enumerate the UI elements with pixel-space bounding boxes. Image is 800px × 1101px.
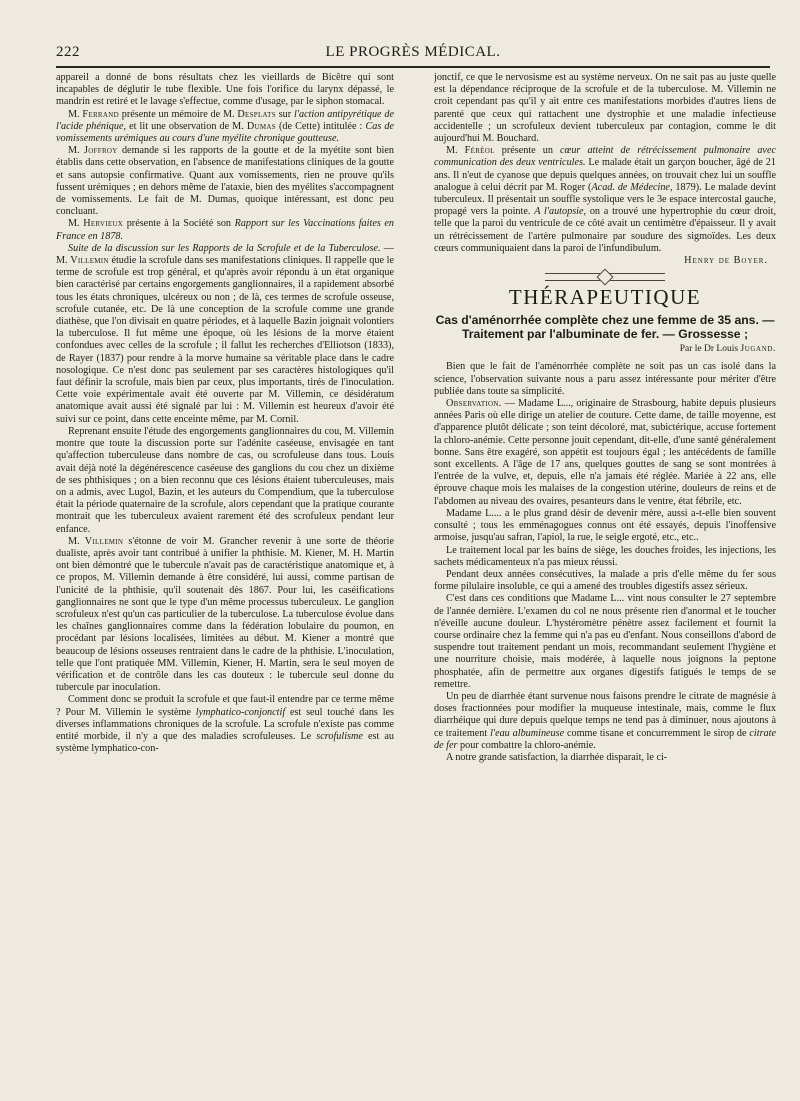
text-run: comme tisane et concurremment le sirop de xyxy=(564,727,750,739)
right-top-paragraphs xyxy=(434,72,776,255)
text-run: Bien que le fait de l'aménorrhée complète ne soit pas un cas isolé dans la science, l'observation suivante nous a paru assez intéressante pour mériter d'être publiée dans toute sa simplicité. xyxy=(434,361,776,397)
right-top-paragraph xyxy=(434,145,776,255)
text-run: M. xyxy=(68,535,85,547)
text-run: Villemin xyxy=(84,535,124,547)
text-run: Observation. xyxy=(446,398,502,410)
text-run: , et lit une observation de M. xyxy=(123,120,247,132)
right-bottom-paragraphs xyxy=(434,361,776,764)
text-run: présente un mémoire de M. xyxy=(118,108,238,120)
text-run: pour combattre la chloro-anémie. xyxy=(457,739,596,751)
text-run: Un peu de diarrhée étant survenue nous faisons prendre le citrate de magnésie à doses fractionnées pour modifier la muqueuse intestinale, mais, comme le flux diarrhéique qui dure depuis quelque temps ne tend pas à diminuer, nous ajoutons à ce traitement xyxy=(434,690,776,739)
text-run: cœur atteint de rétrécissement pulmonaire avec communication des deux ventricules. xyxy=(434,145,776,169)
text-run: Reprenant ensuite l'étude des engorgements ganglionnaires du cou, M. Villemin montre que toute la discussion porte sur l'adénite caséeuse, envisagée en tant qu'affection tuberculeuse dans nombre de cas, ou scrofuleuse dans tous. Louis avait déjà noté la dégénérescence caséeuse des ganglions du cou chez un dixième de ses phthisiques ; on a bien reconnu que ces lésions étaient tuberculeuses, mais on a admis, avec Lugol, Bazin, et les auteurs du Compendium, que la tuberculose était la période quaternaire de la scrofule, alors cependant que la pratique courante montrait que les tuberculeux avaient rarement été des scrofuleux pendant leur enfance. xyxy=(56,425,394,535)
text-run: l'action antipyrétique de l'acide phénique xyxy=(56,108,394,132)
text-run: M. xyxy=(68,108,83,120)
right-bottom-paragraph xyxy=(434,361,776,398)
text-run: Villemin xyxy=(70,255,109,267)
page-number: 222 xyxy=(56,44,80,60)
text-run: s'étonne de voir M. Grancher revenir à une sorte de théorie dualiste, après avoir tant contribué à unifier la phthisie. M. Kiener, M. H. Martin ont bien démontré que le tubercule n'avait pas de caractéristique anatomique et, à ce propos, M. Villemin demande à être considéré, lui aussi, comme partisan de l'unicité de la phthisie, qu'il soutenait dès 1867. Pour lui, les caséifications ganglionnaires ne sont que le type d'un même processus tuberculeux. Le ganglion scrofuleux n'est qu'un cas particulier de la tuberculose. La tuberculose évolue dans les chaînes ganglionnaires comme dans la fédération lobulaire du poumon, en procédant par lésions localisées, limitées au début. M. Kiener a montré que beaucoup de lésions osseuses rentraient dans le cadre de la phthisie. L'inoculation, telle que l'ont pratiquée MM. Villemin, Kiener, H. Martin, sera le seul moyen de vérification et de contrôle dans les cas douteux : le tubercule seul donne du tubercule par inoculation. xyxy=(56,535,394,694)
text-run: Dumas xyxy=(246,120,276,132)
article-title: Cas d'aménorrhée complète chez une femme de 35 ans. — Traitement par l'albuminate de fer. — Grossesse ; xyxy=(435,313,775,342)
header-rule xyxy=(56,66,770,68)
text-run: jonctif, ce que le nervosisme est au système nerveux. On ne sait pas au juste quelle est la dépendance réciproque de la scrofule et de la tuberculose. M. Villemin ne croit cependant pas qu'il y ait entre ces manifestations morbides d'autres liens de parenté que ceux qui rattachent une dystrophie et une maladie infectieuse accidentelle ; un scrofuleux devient tuberculeux par contagion, comme le dit aujourd'hui M. Bouchard. xyxy=(434,72,776,145)
left-paragraph xyxy=(56,243,394,426)
text-run: A notre grande satisfaction, la diarrhée disparait, le ci- xyxy=(446,751,668,763)
text-run: Suite de la discussion sur les Rapports de la Scrofule et de la Tuberculose. xyxy=(68,242,381,254)
text-run: appareil a donné de bons résultats chez les vieillards de Bicêtre qui sont incapables de déglutir le tube flexible. Une fois l'orifice du larynx dépassé, le mandrin est retiré et le lavage s'effectue, comme d'usage, par le siphon stomacal. xyxy=(56,72,394,108)
text-run: M. xyxy=(68,145,84,157)
text-run: l'eau albumineuse xyxy=(490,727,565,739)
text-run: A l'autopsie xyxy=(534,206,584,218)
text-run: Le malade était un garçon boucher, âgé de 21 ans. Il n'eut de cyanose que depuis quelques années, on trouvait chez lui un souffle analogue à celui décrit par M. Roger ( xyxy=(434,157,776,193)
section-title: THÉRAPEUTIQUE xyxy=(508,285,702,310)
section-ornament xyxy=(545,273,665,281)
right-bottom-paragraph xyxy=(434,569,776,593)
text-run: Cas de vomissements urémiques au cours d'une myélite chronique goutteuse. xyxy=(56,120,394,145)
text-run: M. xyxy=(446,145,465,157)
right-bottom-paragraph xyxy=(434,398,776,508)
text-run: Madame L.... a le plus grand désir de devenir mère, aussi a-t-elle bien souvent consulté ; tous les emménagogues connus ont été essayés, depuis l'inoffensive armoise, jusqu'au safran, l'apiol, la rue, le seigle ergoté, etc., etc.. xyxy=(434,507,776,544)
journal-title: LE PROGRÈS MÉDICAL. xyxy=(325,44,501,60)
page-header xyxy=(56,44,770,64)
text-run: — Madame L..., originaire de Strasbourg, habite depuis plusieurs années Paris où elle dirige un atelier de couture. Cette dame, de taille moyenne, est d'apparence plutôt délicate ; son teint décoloré, mat, subictérique, accuse fortement la chloro-anémie. Cette personne jouit cependant, dit-elle, d'une santé généralement bonne. Sans être exagéré, son appétit est toujours égal ; les antécédents de famille sont excellents. A l'âge de 17 ans, quelques gouttes de sang se sont montrées à l'entrée de la vulve, et, depuis, elle n'a jamais été réglée. Mariée à 22 ans, elle éprouve chaque mois les malaises de la congestion utérine, douleurs de reins et de l'abdomen au niveau des ovaires, pesanteurs dans le ventre, état fébrile, etc. xyxy=(434,398,776,507)
right-bottom-paragraph xyxy=(434,691,776,752)
left-paragraph xyxy=(56,536,394,695)
text-run: , 1879). Le malade devint tuberculeux. Il présentait un souffle systolique vers le 3e espace intercostal gauche, propagé vers la pointe. xyxy=(434,181,776,218)
left-paragraph xyxy=(56,72,394,109)
text-run: est au système lymphatico-con- xyxy=(56,730,394,755)
left-paragraph xyxy=(56,694,394,755)
left-paragraphs xyxy=(56,72,394,755)
text-run: Comment donc se produit la scrofule et que faut-il entendre par ce terme même ? Pour M. Villemin le système xyxy=(56,694,394,718)
left-paragraph xyxy=(56,145,394,218)
left-paragraph xyxy=(56,109,394,146)
left-paragraph xyxy=(56,218,394,242)
text-run: demande si les rapports de la goutte et de la myétite sont bien établis dans cette observation, en l'absence de manifestations cliniques de la goutte et sans autopsie confirmative. Quant aux vomissements, rien ne prouve qu'ils fussent urémiques ; en dehors même de l'ataxie, bien des myélites s'accompagnent de vomissements. Le fait de M. Dumas, quoique intéressant, est donc peu concluant. xyxy=(56,145,394,218)
text-run: Acad. de Médecine xyxy=(591,181,670,193)
byline-author: Jugand. xyxy=(740,344,776,355)
right-bottom-paragraph xyxy=(434,593,776,691)
byline xyxy=(434,343,776,355)
byline-prefix: Par le Dr Louis xyxy=(679,344,739,355)
text-run: Pendant deux années consécutives, la malade a pris d'elle même du fer sous forme pilulaire insoluble, ce qui a amené des troubles digestifs assez sérieux. xyxy=(434,568,776,593)
left-column xyxy=(56,72,394,1092)
text-run: présente à la Société son xyxy=(123,218,235,230)
text-run: Rapport sur les Vaccinations faites en France en 1878. xyxy=(56,218,394,242)
right-top-paragraph xyxy=(434,72,776,145)
right-bottom-paragraph xyxy=(434,545,776,569)
right-column xyxy=(434,72,776,1092)
text-run: C'est dans ces conditions que Madame L... vint nous consulter le 27 septembre de l'année dernière. L'examen du col ne nous présente rien d'anormal et le toucher n'éveille aucune douleur. L'hystéromètre pénètre assez facilement et fournit la course ordinaire chez la femme qui n'a pas eu d'enfant. Nous conseillons d'abord de suspendre tout traitement pendant un mois, recommandant seulement l'hygiène et une nourriture choisie, mais modérée, à laquelle nous joignons la peptone phosphatée, afin de permettre aux organes digestifs fatigués le temps de se remettre. xyxy=(434,593,776,690)
text-run: , on a trouvé une hypertrophie du cœur droit, telle que la paroi du ventricule de ce côté avait un centimètre d'épaisseur. Il y avait un rétrécissement de l'artère pulmonaire par soudure des sigmoïdes. Les deux cœurs communiquaient dans la paroi de l'infundibulum. xyxy=(434,206,776,254)
text-run: Ferrand xyxy=(82,108,119,120)
text-run: citrate de fer xyxy=(434,727,776,751)
right-bottom-paragraph xyxy=(434,508,776,545)
text-run: Féréol xyxy=(464,145,495,157)
text-run: — M. xyxy=(56,242,394,267)
right-bottom-paragraph xyxy=(434,752,776,764)
text-run: étudie la scrofule dans ses manifestations cliniques. Il rappelle que le terme de scrofule est trop général, et qu'après avoir répondu à un état organique bien caractérisé par certains engorgements ganglionnaires, il a rapidement absorbé tous les états chroniques, ulcéreux ou non ; de là, ces termes de scrofule osseuse, scrofule cutanée, etc. De là une conception de la scrofule comme une grande diathèse, que l'on divisait en quatre périodes, et à laquelle Bazin joignait volontiers la tuberculose. Il fut même une époque, où les lésions de la morve étaient confondues avec celles de la scrofule ; il fallut les recherches d'Elliotson (1833), de Rayer (1837) pour rendre à la morve humaine sa véritable place dans le cadre nosologique. Ce n'est donc pas seulement par ses caractères histologiques qu'il faut définir la scrofule, mais bien par ceux, plus importants, tirés de l'inoculation. Cette voie expérimentale avait été ouverte par M. Villemin, ce désidératum anatomique avait aussi été signalé par lui : M. Villemin est heureux d'avoir été suivi sur ce point, dans cette enceinte même, par M. Cornil. xyxy=(56,255,394,425)
text-run: M. xyxy=(68,218,84,230)
text-run: lymphatico-conjonctif xyxy=(195,706,286,718)
text-run: Le traitement local par les bains de siège, les douches froides, les injections, les sachets médicamenteux n'a pas mieux réussi. xyxy=(434,544,776,568)
text-run: Joffroy xyxy=(83,145,118,157)
text-run: Desplats xyxy=(237,108,276,120)
text-run: est seul touché dans les diverses inflammations chroniques de la scrofule. La scrofule n'existe pas comme entité morbide, il n'y a que des maladies scrofuleuses. Le xyxy=(56,706,394,742)
left-paragraph xyxy=(56,426,394,536)
text-run: présente un xyxy=(494,145,561,157)
text-run: (de Cette) intitulée : xyxy=(275,120,366,132)
text-run: scrofulisme xyxy=(316,730,363,742)
text-run: sur xyxy=(275,108,294,120)
text-run: Hervieux xyxy=(83,218,124,230)
signature: Henry de Boyer. xyxy=(684,255,768,267)
